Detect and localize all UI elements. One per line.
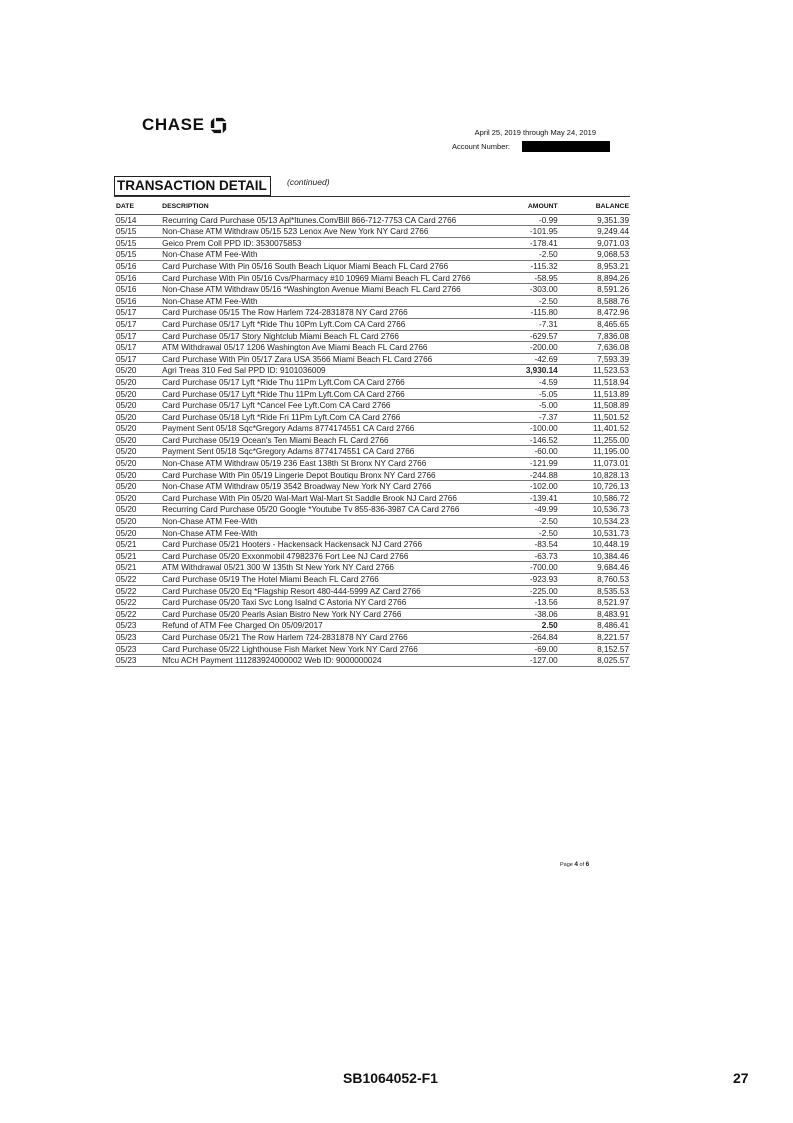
transaction-description: Payment Sent 05/18 Sqc*Gregory Adams 8774174551 CA Card 2766	[161, 446, 492, 458]
table-row	[115, 434, 630, 446]
transaction-balance: 11,518.94	[559, 376, 630, 388]
transaction-balance: 8,760.53	[559, 574, 630, 586]
transaction-description: Card Purchase 05/21 The Row Harlem 724-2831878 NY Card 2766	[161, 631, 492, 643]
transaction-balance: 8,591.26	[559, 284, 630, 296]
document-page-number: 27	[733, 1070, 749, 1086]
statement-period: April 25, 2019 through May 24, 2019	[474, 128, 596, 137]
account-number-label: Account Number:	[452, 142, 510, 151]
balance-column-header: BALANCE	[559, 200, 630, 214]
chase-logo	[142, 115, 227, 135]
table-row	[115, 446, 630, 458]
table-row	[115, 492, 630, 504]
transaction-description: Refund of ATM Fee Charged On 05/09/2017	[161, 620, 492, 632]
transaction-amount: -139.41	[492, 492, 558, 504]
transaction-amount: -264.84	[492, 631, 558, 643]
transaction-amount: -60.00	[492, 446, 558, 458]
table-row	[115, 365, 630, 377]
table-row	[115, 562, 630, 574]
transaction-description: Card Purchase With Pin 05/16 Cvs/Pharmacy #10 10969 Miami Beach FL Card 2766	[161, 272, 492, 284]
transaction-date: 05/16	[115, 260, 161, 272]
transaction-balance: 8,465.65	[559, 318, 630, 330]
transaction-description: Non-Chase ATM Fee-With	[161, 249, 492, 261]
table-row	[115, 585, 630, 597]
transaction-date: 05/20	[115, 492, 161, 504]
transaction-balance: 10,536.73	[559, 504, 630, 516]
table-row	[115, 226, 630, 238]
table-row	[115, 388, 630, 400]
transaction-amount: -2.50	[492, 249, 558, 261]
transaction-date: 05/16	[115, 295, 161, 307]
transaction-balance: 11,195.00	[559, 446, 630, 458]
table-row	[115, 423, 630, 435]
continued-note: (continued)	[287, 177, 330, 187]
transaction-date: 05/20	[115, 434, 161, 446]
transaction-description: Card Purchase 05/17 Story Nightclub Miami Beach FL Card 2766	[161, 330, 492, 342]
transaction-date: 05/23	[115, 620, 161, 632]
transaction-amount: 3,930.14	[492, 365, 558, 377]
transaction-description: Non-Chase ATM Fee-With	[161, 527, 492, 539]
transaction-balance: 10,384.46	[559, 550, 630, 562]
transaction-description: Card Purchase 05/17 Lyft *Cancel Fee Lyft.Com CA Card 2766	[161, 400, 492, 412]
transaction-balance: 7,593.39	[559, 353, 630, 365]
transaction-date: 05/17	[115, 330, 161, 342]
transaction-balance: 8,521.97	[559, 597, 630, 609]
transaction-date: 05/20	[115, 516, 161, 528]
transaction-balance: 11,401.52	[559, 423, 630, 435]
transaction-balance: 9,068.53	[559, 249, 630, 261]
transaction-amount: -4.59	[492, 376, 558, 388]
table-row	[115, 527, 630, 539]
transaction-description: Card Purchase 05/17 Lyft *Ride Thu 11Pm Lyft.Com CA Card 2766	[161, 388, 492, 400]
transaction-date: 05/16	[115, 272, 161, 284]
date-column-header: DATE	[115, 200, 161, 214]
transaction-amount: -700.00	[492, 562, 558, 574]
transaction-amount: -115.80	[492, 307, 558, 319]
transaction-amount: -244.88	[492, 469, 558, 481]
transaction-date: 05/20	[115, 400, 161, 412]
transaction-amount: -69.00	[492, 643, 558, 655]
transaction-description: Card Purchase 05/22 Lighthouse Fish Market New York NY Card 2766	[161, 643, 492, 655]
transaction-amount: -83.54	[492, 539, 558, 551]
table-row	[115, 249, 630, 261]
transaction-amount: 2.50	[492, 620, 558, 632]
transaction-description: Payment Sent 05/18 Sqc*Gregory Adams 8774174551 CA Card 2766	[161, 423, 492, 435]
table-row	[115, 272, 630, 284]
transaction-amount: -2.50	[492, 516, 558, 528]
transaction-description: Card Purchase With Pin 05/16 South Beach Liquor Miami Beach FL Card 2766	[161, 260, 492, 272]
transaction-balance: 9,249.44	[559, 226, 630, 238]
transaction-date: 05/20	[115, 388, 161, 400]
transaction-balance: 11,501.52	[559, 411, 630, 423]
transaction-date: 05/23	[115, 631, 161, 643]
transaction-amount: -0.99	[492, 214, 558, 226]
table-row	[115, 539, 630, 551]
transaction-balance: 9,351.39	[559, 214, 630, 226]
transaction-detail-header	[114, 176, 630, 197]
table-row	[115, 260, 630, 272]
transaction-description: Card Purchase With Pin 05/20 Wal-Mart Wal-Mart St Saddle Brook NJ Card 2766	[161, 492, 492, 504]
transaction-balance: 10,828.13	[559, 469, 630, 481]
chase-octagon-icon	[210, 117, 227, 134]
transaction-balance: 8,483.91	[559, 608, 630, 620]
table-row	[115, 516, 630, 528]
page-indicator	[560, 861, 589, 868]
transaction-balance: 11,513.89	[559, 388, 630, 400]
transaction-rows	[115, 214, 630, 666]
transaction-balance: 8,025.57	[559, 655, 630, 667]
table-row	[115, 411, 630, 423]
transaction-description: Card Purchase 05/19 Ocean's Ten Miami Beach FL Card 2766	[161, 434, 492, 446]
transaction-amount: -200.00	[492, 342, 558, 354]
transaction-date: 05/14	[115, 214, 161, 226]
transaction-date: 05/20	[115, 469, 161, 481]
transaction-date: 05/22	[115, 608, 161, 620]
table-row	[115, 307, 630, 319]
transaction-date: 05/17	[115, 353, 161, 365]
transaction-date: 05/21	[115, 550, 161, 562]
table-row	[115, 237, 630, 249]
transaction-amount: -49.99	[492, 504, 558, 516]
transaction-date: 05/23	[115, 655, 161, 667]
transaction-description: Card Purchase 05/17 Lyft *Ride Thu 10Pm Lyft.Com CA Card 2766	[161, 318, 492, 330]
transaction-date: 05/20	[115, 423, 161, 435]
transaction-description: Card Purchase 05/18 Lyft *Ride Fri 11Pm Lyft.Com CA Card 2766	[161, 411, 492, 423]
transaction-date: 05/20	[115, 376, 161, 388]
transaction-description: Card Purchase 05/21 Hooters - Hackensack Hackensack NJ Card 2766	[161, 539, 492, 551]
description-column-header: DESCRIPTION	[161, 200, 492, 214]
transaction-date: 05/15	[115, 226, 161, 238]
transaction-date: 05/20	[115, 365, 161, 377]
transaction-amount: -63.73	[492, 550, 558, 562]
transaction-balance: 10,448.19	[559, 539, 630, 551]
transaction-date: 05/20	[115, 411, 161, 423]
transaction-description: Card Purchase With Pin 05/17 Zara USA 3566 Miami Beach FL Card 2766	[161, 353, 492, 365]
transaction-balance: 9,071.03	[559, 237, 630, 249]
transaction-balance: 11,523.53	[559, 365, 630, 377]
transaction-description: Non-Chase ATM Withdraw 05/19 236 East 138th St Bronx NY Card 2766	[161, 458, 492, 470]
transaction-description: Card Purchase 05/15 The Row Harlem 724-2831878 NY Card 2766	[161, 307, 492, 319]
table-row	[115, 376, 630, 388]
transaction-date: 05/17	[115, 318, 161, 330]
transaction-description: Card Purchase With Pin 05/19 Lingerie Depot Boutiqu Bronx NY Card 2766	[161, 469, 492, 481]
transaction-balance: 10,531.73	[559, 527, 630, 539]
table-row	[115, 342, 630, 354]
transaction-date: 05/16	[115, 284, 161, 296]
transaction-balance: 11,508.89	[559, 400, 630, 412]
table-row	[115, 458, 630, 470]
transaction-amount: -102.00	[492, 481, 558, 493]
transaction-description: Recurring Card Purchase 05/13 Apl*Itunes.Com/Bill 866-712-7753 CA Card 2766	[161, 214, 492, 226]
transaction-amount: -121.99	[492, 458, 558, 470]
table-header-row	[115, 200, 630, 214]
transaction-date: 05/17	[115, 307, 161, 319]
transaction-description: Card Purchase 05/17 Lyft *Ride Thu 11Pm Lyft.Com CA Card 2766	[161, 376, 492, 388]
transaction-amount: -629.57	[492, 330, 558, 342]
transaction-balance: 11,255.00	[559, 434, 630, 446]
section-title: TRANSACTION DETAIL	[114, 176, 271, 196]
table-row	[115, 481, 630, 493]
transaction-date: 05/21	[115, 539, 161, 551]
transaction-balance: 10,586.72	[559, 492, 630, 504]
transaction-description: Geico Prem Coll PPD ID: 3530075853	[161, 237, 492, 249]
table-row	[115, 643, 630, 655]
transaction-balance: 9,684.46	[559, 562, 630, 574]
transaction-balance: 8,588.76	[559, 295, 630, 307]
transaction-amount: -7.31	[492, 318, 558, 330]
transaction-amount: -5.00	[492, 400, 558, 412]
transaction-date: 05/22	[115, 574, 161, 586]
transaction-description: Card Purchase 05/19 The Hotel Miami Beach FL Card 2766	[161, 574, 492, 586]
transaction-amount: -225.00	[492, 585, 558, 597]
transaction-balance: 10,726.13	[559, 481, 630, 493]
transaction-description: Card Purchase 05/20 Pearls Asian Bistro New York NY Card 2766	[161, 608, 492, 620]
table-row	[115, 284, 630, 296]
transaction-balance: 8,152.57	[559, 643, 630, 655]
transaction-balance: 10,534.23	[559, 516, 630, 528]
transaction-amount: -2.50	[492, 527, 558, 539]
account-number-row	[452, 141, 610, 152]
transaction-amount: -303.00	[492, 284, 558, 296]
table-row	[115, 620, 630, 632]
transaction-amount: -42.69	[492, 353, 558, 365]
transaction-description: Agri Treas 310 Fed Sal PPD ID: 9101036009	[161, 365, 492, 377]
transaction-amount: -178.41	[492, 237, 558, 249]
total-pages: 6	[585, 861, 590, 868]
transaction-amount: -100.00	[492, 423, 558, 435]
table-row	[115, 631, 630, 643]
table-row	[115, 608, 630, 620]
table-row	[115, 400, 630, 412]
transaction-balance: 8,221.57	[559, 631, 630, 643]
table-row	[115, 214, 630, 226]
transaction-description: Card Purchase 05/20 Exxonmobil 47982376 Fort Lee NJ Card 2766	[161, 550, 492, 562]
transaction-amount: -101.95	[492, 226, 558, 238]
page-of: of	[579, 862, 585, 868]
transaction-balance: 8,472.96	[559, 307, 630, 319]
table-row	[115, 597, 630, 609]
transaction-balance: 7,836.08	[559, 330, 630, 342]
transaction-date: 05/20	[115, 481, 161, 493]
logo-text: CHASE	[142, 115, 205, 134]
transaction-description: ATM Withdrawal 05/21 300 W 135th St New York NY Card 2766	[161, 562, 492, 574]
transaction-date: 05/20	[115, 527, 161, 539]
table-row	[115, 318, 630, 330]
table-row	[115, 469, 630, 481]
transaction-description: Card Purchase 05/20 Taxi Svc Long Isalnd C Astoria NY Card 2766	[161, 597, 492, 609]
transaction-date: 05/20	[115, 446, 161, 458]
transaction-description: Card Purchase 05/20 Eq *Flagship Resort 480-444-5999 AZ Card 2766	[161, 585, 492, 597]
transaction-amount: -5.05	[492, 388, 558, 400]
transaction-date: 05/20	[115, 504, 161, 516]
transaction-amount: -2.50	[492, 295, 558, 307]
transaction-amount: -115.32	[492, 260, 558, 272]
table-row	[115, 655, 630, 667]
transaction-description: ATM Withdrawal 05/17 1206 Washington Ave Miami Beach FL Card 2766	[161, 342, 492, 354]
table-row	[115, 330, 630, 342]
transaction-description: Non-Chase ATM Withdraw 05/16 *Washington Avenue Miami Beach FL Card 2766	[161, 284, 492, 296]
table-row	[115, 550, 630, 562]
amount-column-header: AMOUNT	[492, 200, 558, 214]
transaction-date: 05/21	[115, 562, 161, 574]
table-row	[115, 353, 630, 365]
transaction-amount: -7.37	[492, 411, 558, 423]
transaction-date: 05/20	[115, 458, 161, 470]
transaction-description: Non-Chase ATM Withdraw 05/19 3542 Broadway New York NY Card 2766	[161, 481, 492, 493]
transaction-table	[115, 200, 630, 667]
transaction-description: Nfcu ACH Payment 111283924000002 Web ID: 9000000024	[161, 655, 492, 667]
transaction-date: 05/22	[115, 585, 161, 597]
transaction-amount: -13.56	[492, 597, 558, 609]
transaction-balance: 8,486.41	[559, 620, 630, 632]
document-code: SB1064052-F1	[343, 1070, 438, 1086]
transaction-amount: -38.06	[492, 608, 558, 620]
table-row	[115, 295, 630, 307]
transaction-amount: -127.00	[492, 655, 558, 667]
transaction-date: 05/15	[115, 237, 161, 249]
transaction-balance: 7,636.08	[559, 342, 630, 354]
transaction-balance: 8,894.26	[559, 272, 630, 284]
transaction-balance: 11,073.01	[559, 458, 630, 470]
page-label: Page	[560, 862, 573, 868]
transaction-description: Non-Chase ATM Withdraw 05/15 523 Lenox Ave New York NY Card 2766	[161, 226, 492, 238]
transaction-description: Recurring Card Purchase 05/20 Google *Youtube Tv 855-836-3987 CA Card 2766	[161, 504, 492, 516]
transaction-date: 05/22	[115, 597, 161, 609]
table-row	[115, 574, 630, 586]
current-page: 4	[574, 861, 579, 868]
table-row	[115, 504, 630, 516]
transaction-amount: -58.95	[492, 272, 558, 284]
transaction-date: 05/17	[115, 342, 161, 354]
transaction-amount: -146.52	[492, 434, 558, 446]
transaction-balance: 8,535.53	[559, 585, 630, 597]
transaction-description: Non-Chase ATM Fee-With	[161, 516, 492, 528]
transaction-description: Non-Chase ATM Fee-With	[161, 295, 492, 307]
transaction-amount: -923.93	[492, 574, 558, 586]
redacted-account-number	[522, 141, 610, 152]
transaction-balance: 8,953.21	[559, 260, 630, 272]
transaction-date: 05/15	[115, 249, 161, 261]
transaction-date: 05/23	[115, 643, 161, 655]
